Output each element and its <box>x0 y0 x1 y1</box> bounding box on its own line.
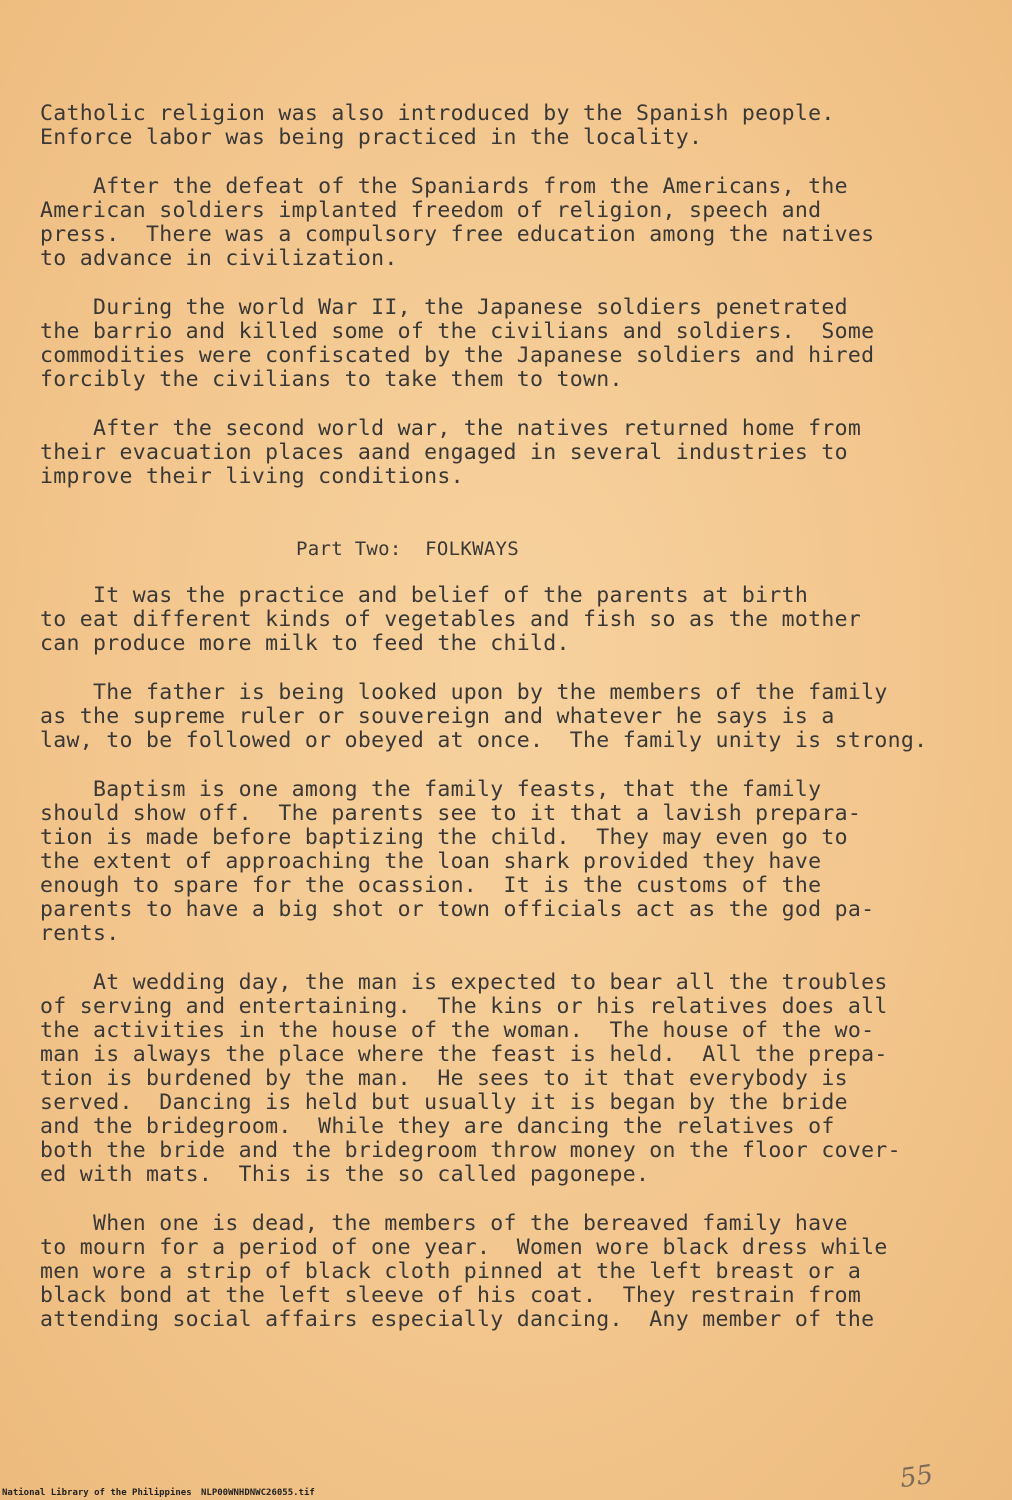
text-line: The father is being looked upon by the members of the family <box>40 680 888 705</box>
text-line: as the supreme ruler or souvereign and whatever he says is a <box>40 704 835 729</box>
text-line: American soldiers implanted freedom of religion, speech and <box>40 198 822 223</box>
text-line: After the second world war, the natives returned home from <box>40 416 862 441</box>
text-line: and the bridegroom. While they are dancing the relatives of <box>40 1114 835 1139</box>
text-line: ed with mats. This is the so called pagonepe. <box>40 1162 650 1187</box>
footer-filename: NLP00WNHDNWC26055.tif <box>201 1488 315 1498</box>
text-line: parents to have a big shot or town officials act as the god pa- <box>40 897 875 922</box>
text-line: Catholic religion was also introduced by the Spanish people. <box>40 101 835 126</box>
text-line: attending social affairs especially dancing. Any member of the <box>40 1307 875 1332</box>
text-line: forcibly the civilians to take them to town. <box>40 367 623 392</box>
text-line: When one is dead, the members of the bereaved family have <box>40 1211 848 1236</box>
text-line: the extent of approaching the loan shark provided they have <box>40 849 822 874</box>
text-line: tion is burdened by the man. He sees to it that everybody is <box>40 1066 848 1091</box>
text-line: law, to be followed or obeyed at once. The family unity is strong. <box>40 728 928 753</box>
text-line: After the defeat of the Spaniards from the Americans, the <box>40 174 848 199</box>
text-line: commodities were confiscated by the Japanese soldiers and hired <box>40 343 875 368</box>
text-line: man is always the place where the feast is held. All the prepa- <box>40 1042 888 1067</box>
text-line: of serving and entertaining. The kins or his relatives does all <box>40 994 888 1019</box>
text-line: Baptism is one among the family feasts, that the family <box>40 777 822 802</box>
text-line: the activities in the house of the woman. The house of the wo- <box>40 1018 875 1043</box>
footer-institution: National Library of the Philippines <box>2 1488 192 1498</box>
text-line: It was the practice and belief of the parents at birth <box>40 583 809 608</box>
text-line: Enforce labor was being practiced in the locality. <box>40 125 703 150</box>
text-line: rents. <box>40 921 120 946</box>
text-line: can produce more milk to feed the child. <box>40 631 570 656</box>
text-line: During the world War II, the Japanese soldiers penetrated <box>40 295 848 320</box>
text-line: should show off. The parents see to it that a lavish prepara- <box>40 801 862 826</box>
text-line: black bond at the left sleeve of his coat. They restrain from <box>40 1283 862 1308</box>
text-line: to advance in civilization. <box>40 246 398 271</box>
page-number: 55 <box>898 1459 936 1495</box>
text-line: their evacuation places aand engaged in several industries to <box>40 440 848 465</box>
text-line: improve their living conditions. <box>40 464 464 489</box>
text-line: the barrio and killed some of the civilians and soldiers. Some <box>40 319 875 344</box>
text-line: enough to spare for the ocassion. It is the customs of the <box>40 873 822 898</box>
text-line: both the bride and the bridegroom throw money on the floor cover- <box>40 1138 901 1163</box>
text-line: At wedding day, the man is expected to bear all the troubles <box>40 970 888 995</box>
text-line: to mourn for a period of one year. Women wore black dress while <box>40 1235 888 1260</box>
text-line: served. Dancing is held but usually it is began by the bride <box>40 1090 848 1115</box>
section-heading: Part Two: FOLKWAYS <box>296 538 520 560</box>
text-line: press. There was a compulsory free education among the natives <box>40 222 875 247</box>
text-line: men wore a strip of black cloth pinned at the left breast or a <box>40 1259 862 1284</box>
text-line: tion is made before baptizing the child. They may even go to <box>40 825 848 850</box>
text-line: to eat different kinds of vegetables and fish so as the mother <box>40 607 862 632</box>
